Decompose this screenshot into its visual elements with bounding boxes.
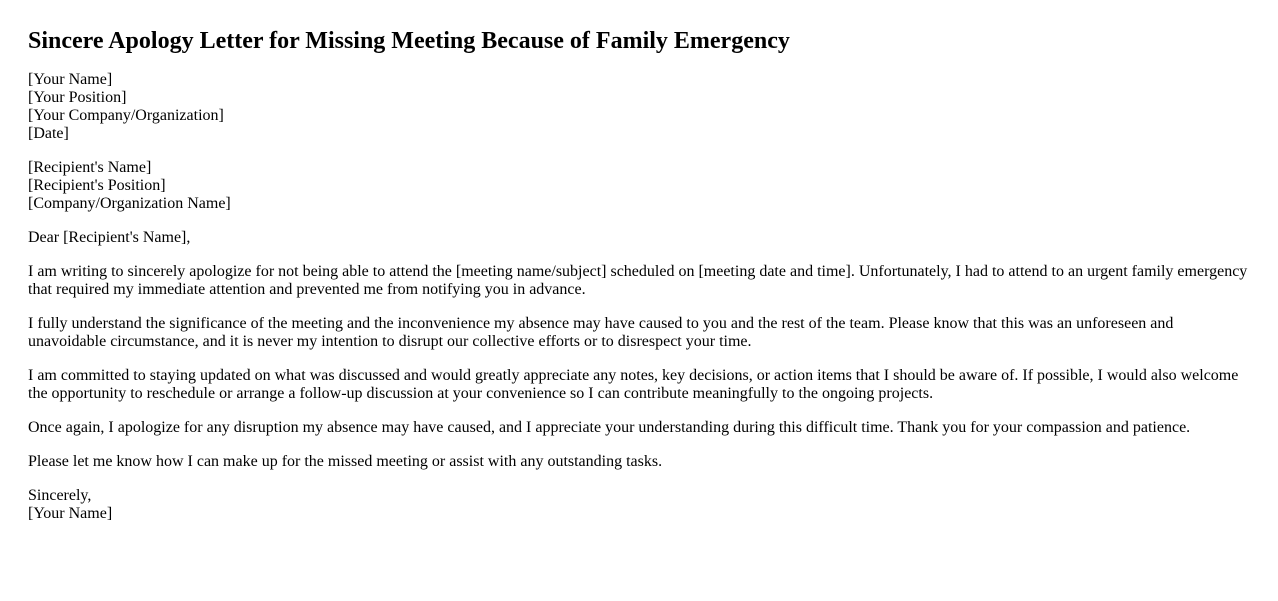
page-title: Sincere Apology Letter for Missing Meeting Because of Family Emergency [28, 28, 790, 54]
sender-date: [Date] [28, 125, 69, 142]
recipient-company: [Company/Organization Name] [28, 195, 231, 212]
closing-block [28, 487, 1248, 523]
recipient-position: [Recipient's Position] [28, 177, 166, 194]
salutation: Dear [Recipient's Name], [28, 229, 191, 246]
recipient-block [28, 159, 1248, 213]
sender-block [28, 71, 1248, 143]
recipient-name: [Recipient's Name] [28, 159, 152, 176]
sender-name: [Your Name] [28, 71, 113, 88]
body-paragraph-3: I am committed to staying updated on what was discussed and would greatly appreciate any notes, key decisions, or action items that I should be aware of. If possible, I would also welcome the opportunity to reschedule or arrange a follow-up discussion at your convenience so I can contribute meaningfully to the ongoing projects. [28, 367, 1239, 402]
body-paragraph-1: I am writing to sincerely apologize for not being able to attend the [meeting name/subject] scheduled on [meeting date and time]. Unfortunately, I had to attend to an urgent family emergency that required my immediate attention and prevented me from notifying you in advance. [28, 263, 1248, 298]
body-paragraph-4: Once again, I apologize for any disruption my absence may have caused, and I appreciate your understanding during this difficult time. Thank you for your compassion and patience. [28, 419, 1191, 436]
body-paragraph-2: I fully understand the significance of the meeting and the inconvenience my absence may have caused to you and the rest of the team. Please know that this was an unforeseen and unavoidable circumstance, and it is never my intention to disrupt our collective efforts or to disrespect your time. [28, 315, 1174, 350]
sender-position: [Your Position] [28, 89, 127, 106]
sender-company: [Your Company/Organization] [28, 107, 224, 124]
closing-signature: [Your Name] [28, 505, 113, 522]
body-paragraph-5: Please let me know how I can make up for the missed meeting or assist with any outstanding tasks. [28, 453, 663, 470]
closing-signoff: Sincerely, [28, 487, 92, 504]
